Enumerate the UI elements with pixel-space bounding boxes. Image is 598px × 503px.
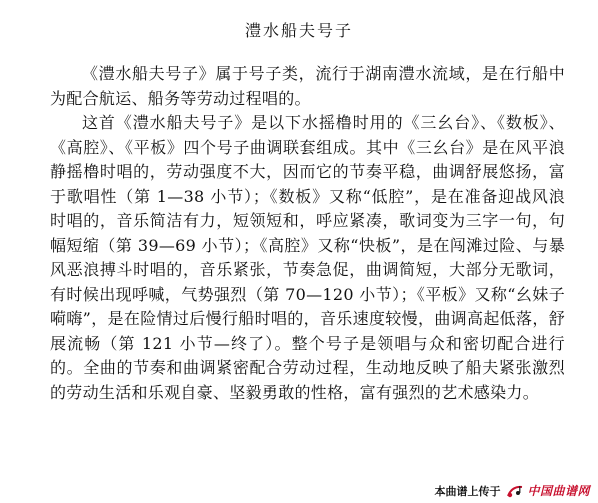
paragraph-intro: 《澧水船夫号子》属于号子类，流行于湖南澧水流域，是在行船中为配合航运、船务等劳动过程唱的。 [50,64,565,108]
site-logo-text: 中国曲谱网 [527,484,590,498]
music-note-logo-icon [506,484,524,498]
upload-footer [434,482,590,499]
document-title: 澧水船夫号子 [244,21,353,40]
site-logo[interactable] [506,482,590,499]
upload-note: 本曲谱上传于 [434,484,501,498]
paragraph-description: 这首《澧水船夫号子》是以下水摇橹时用的《三幺台》、《数板》、《高腔》、《平板》四个号子曲调联套组成。其中《三幺台》是在风平浪静摇橹时唱的，劳动强度不大，因而它的节奏平稳，曲调舒展悠扬，富于歌唱性（第 1—38 小节）；《数板》又称“低腔”，是在准备迎战风浪时唱的，音乐简洁有力，短领短和，呼应紧凑，歌词变为三字一句，句幅短缩（第 39—69 小节）；《高腔》又称“快板”，是在闯滩过险、与暴风恶浪搏斗时唱的，音乐紧张，节奏急促，曲调简短，大部分无歌词，有时候出现呼喊，气势强烈（第 70—120 小节）；《平板》又称“幺妹子嗬嗨”，是在险情过后慢行船时唱的，音乐速度较慢，曲调高起低落，舒展流畅（第 121 小节—终了）。整个号子是领唱与众和密切配合进行的。全曲的节奏和曲调紧密配合劳动过程，生动地反映了船夫紧张激烈的劳动生活和乐观自豪、坚毅勇敢的性格，富有强烈的艺术感染力。 [50,113,565,402]
document-body [50,62,565,405]
